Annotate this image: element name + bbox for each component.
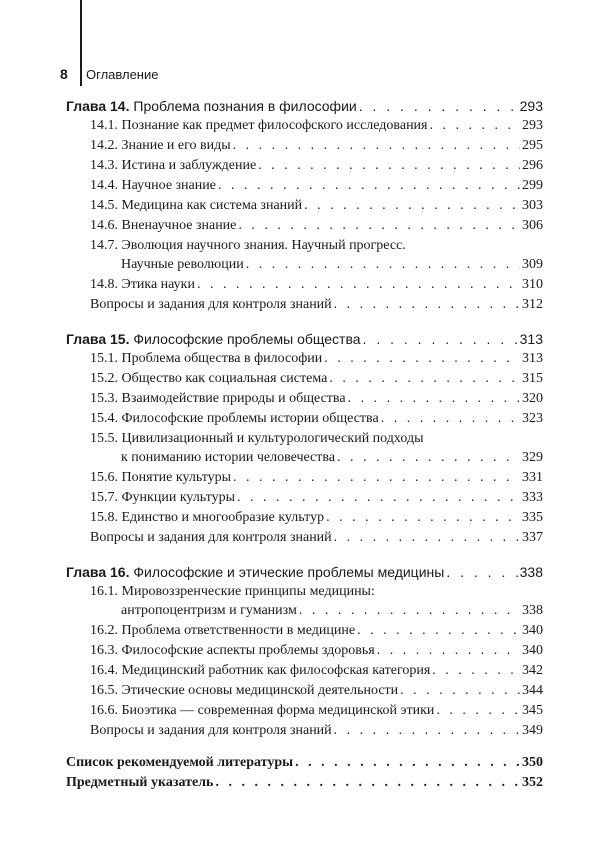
section-title: Понятие культуры bbox=[121, 470, 232, 485]
page-ref: 312 bbox=[522, 297, 543, 312]
questions-title: Вопросы и задания для контроля знаний bbox=[90, 723, 332, 738]
section-number: 14.8. bbox=[90, 277, 118, 292]
section-number: 15.5. bbox=[90, 431, 118, 446]
section-title: Знание и его виды bbox=[121, 138, 231, 153]
toc-section-16-2[interactable] bbox=[66, 621, 543, 641]
section-title: Взаимодействие природы и общества bbox=[121, 391, 346, 406]
section-title-cont: к пониманию истории человечества bbox=[121, 450, 336, 465]
section-number: 15.2. bbox=[90, 371, 118, 386]
leader-dots bbox=[359, 96, 518, 116]
leader-dots bbox=[233, 468, 520, 488]
section-number: 15.3. bbox=[90, 391, 118, 406]
section-number: 14.5. bbox=[90, 198, 118, 213]
toc-section-14-7[interactable] bbox=[66, 236, 543, 255]
leader-dots bbox=[334, 295, 520, 315]
leader-dots bbox=[334, 721, 520, 741]
toc-section-14-7-cont[interactable] bbox=[66, 255, 543, 275]
toc-chapter-14[interactable] bbox=[66, 96, 543, 116]
leader-dots bbox=[377, 641, 520, 661]
leader-dots bbox=[197, 275, 520, 295]
page-ref: 296 bbox=[522, 158, 543, 173]
section-title: Истина и заблуждение bbox=[121, 158, 257, 173]
page-ref: 331 bbox=[522, 470, 543, 485]
page-ref: 344 bbox=[522, 683, 543, 698]
section-number: 14.3. bbox=[90, 158, 118, 173]
running-title: Оглавление bbox=[86, 66, 159, 82]
page-ref: 338 bbox=[522, 603, 543, 618]
section-title: Познание как предмет философского исследования bbox=[121, 118, 428, 133]
page-ref: 342 bbox=[522, 663, 543, 678]
section-number: 16.3. bbox=[90, 643, 118, 658]
toc-section-16-6[interactable] bbox=[66, 701, 543, 721]
leader-dots bbox=[446, 562, 517, 582]
section-number: 15.6. bbox=[90, 470, 118, 485]
page-ref: 349 bbox=[522, 723, 543, 738]
leader-dots bbox=[363, 329, 518, 349]
chapter-label: Глава 16. bbox=[66, 564, 130, 580]
page-ref: 350 bbox=[522, 755, 543, 770]
section-title: Эволюция научного знания. Научный прогресс. bbox=[121, 238, 406, 253]
leader-dots bbox=[299, 601, 520, 621]
toc-section-14-4[interactable] bbox=[66, 176, 543, 196]
toc-section-16-4[interactable] bbox=[66, 661, 543, 681]
page-ref: 293 bbox=[519, 98, 543, 114]
page-ref: 313 bbox=[522, 351, 543, 366]
section-title: Проблема ответственности в медицине bbox=[121, 623, 356, 638]
page-ref: 295 bbox=[522, 138, 543, 153]
leader-dots bbox=[326, 508, 520, 528]
toc-section-14-5[interactable] bbox=[66, 196, 543, 216]
leader-dots bbox=[215, 773, 520, 793]
toc-section-15-5[interactable] bbox=[66, 429, 543, 448]
running-header bbox=[60, 64, 158, 84]
section-title-cont: антропоцентризм и гуманизм bbox=[121, 603, 297, 618]
section-title: Этические основы медицинской деятельности bbox=[121, 683, 399, 698]
toc-section-15-4[interactable] bbox=[66, 409, 543, 429]
questions-title: Вопросы и задания для контроля знаний bbox=[90, 297, 332, 312]
chapter-title: Проблема познания в философии bbox=[133, 98, 357, 114]
leader-dots bbox=[348, 389, 520, 409]
page-ref: 309 bbox=[522, 257, 543, 272]
toc-section-14-2[interactable] bbox=[66, 136, 543, 156]
leader-dots bbox=[400, 681, 520, 701]
page-ref: 320 bbox=[522, 391, 543, 406]
page-ref: 315 bbox=[522, 371, 543, 386]
section-title: Единство и многообразие культур bbox=[121, 510, 325, 525]
chapter-label: Глава 14. bbox=[66, 98, 130, 114]
section-number: 14.4. bbox=[90, 178, 118, 193]
section-title: Мировоззренческие принципы медицины: bbox=[121, 584, 375, 599]
toc-questions-16[interactable] bbox=[66, 721, 543, 741]
section-number: 14.2. bbox=[90, 138, 118, 153]
toc-section-14-8[interactable] bbox=[66, 275, 543, 295]
page-ref: 323 bbox=[522, 411, 543, 426]
leader-dots bbox=[357, 621, 520, 641]
page-ref: 338 bbox=[519, 564, 543, 580]
chapter-title: Философские проблемы общества bbox=[133, 331, 361, 347]
section-number: 16.1. bbox=[90, 584, 118, 599]
toc-section-15-6[interactable] bbox=[66, 468, 543, 488]
leader-dots bbox=[304, 196, 520, 216]
toc-section-14-1[interactable] bbox=[66, 116, 543, 136]
toc-questions-14[interactable] bbox=[66, 295, 543, 315]
leader-dots bbox=[233, 136, 520, 156]
section-title: Медицина как система знаний bbox=[121, 198, 303, 213]
leader-dots bbox=[246, 255, 520, 275]
toc-index[interactable] bbox=[66, 773, 543, 793]
toc-chapter-16[interactable] bbox=[66, 562, 543, 582]
page-number: 8 bbox=[60, 66, 68, 82]
section-title: Цивилизационный и культурологический подходы bbox=[121, 431, 424, 446]
toc-section-15-1[interactable] bbox=[66, 349, 543, 369]
section-number: 16.4. bbox=[90, 663, 118, 678]
leader-dots bbox=[218, 176, 520, 196]
leader-dots bbox=[432, 661, 520, 681]
leader-dots bbox=[295, 753, 520, 773]
leader-dots bbox=[237, 488, 520, 508]
page-ref: 333 bbox=[522, 490, 543, 505]
leader-dots bbox=[324, 349, 520, 369]
leader-dots bbox=[430, 116, 521, 136]
section-title: Проблема общества в философии bbox=[121, 351, 323, 366]
page-ref: 293 bbox=[522, 118, 543, 133]
section-number: 15.1. bbox=[90, 351, 118, 366]
toc-bibliography[interactable] bbox=[66, 753, 543, 773]
section-number: 14.6. bbox=[90, 218, 118, 233]
leader-dots bbox=[436, 701, 520, 721]
toc-section-14-3[interactable] bbox=[66, 156, 543, 176]
toc-chapter-15[interactable] bbox=[66, 329, 543, 349]
leader-dots bbox=[334, 528, 520, 548]
spacer bbox=[66, 741, 543, 753]
toc-section-16-5[interactable] bbox=[66, 681, 543, 701]
page-ref: 337 bbox=[522, 530, 543, 545]
section-number: 16.5. bbox=[90, 683, 118, 698]
toc-section-16-3[interactable] bbox=[66, 641, 543, 661]
page-ref: 299 bbox=[522, 178, 543, 193]
bibliography-title: Список рекомендуемой литературы bbox=[66, 755, 294, 770]
index-title: Предметный указатель bbox=[66, 775, 214, 790]
page-ref: 313 bbox=[519, 331, 543, 347]
section-title: Функции культуры bbox=[121, 490, 235, 505]
section-number: 15.4. bbox=[90, 411, 118, 426]
section-number: 15.8. bbox=[90, 510, 118, 525]
section-number: 14.7. bbox=[90, 238, 118, 253]
section-title: Философские аспекты проблемы здоровья bbox=[121, 643, 375, 658]
spacer bbox=[66, 315, 543, 329]
chapter-label: Глава 15. bbox=[66, 331, 130, 347]
section-title: Научное знание bbox=[121, 178, 216, 193]
page-ref: 340 bbox=[522, 623, 543, 638]
section-title: Этика науки bbox=[121, 277, 195, 292]
toc-questions-15[interactable] bbox=[66, 528, 543, 548]
toc-section-15-8[interactable] bbox=[66, 508, 543, 528]
page-ref: 345 bbox=[522, 703, 543, 718]
page-ref: 329 bbox=[522, 450, 543, 465]
leader-dots bbox=[258, 156, 520, 176]
leader-dots bbox=[337, 448, 520, 468]
toc-section-16-1-cont[interactable] bbox=[66, 601, 543, 621]
section-title-cont: Научные революции bbox=[121, 257, 244, 272]
page-ref: 303 bbox=[522, 198, 543, 213]
section-title: Общество как социальная система bbox=[121, 371, 328, 386]
section-number: 14.1. bbox=[90, 118, 118, 133]
toc-section-15-2[interactable] bbox=[66, 369, 543, 389]
page-ref: 306 bbox=[522, 218, 543, 233]
section-title: Вненаучное знание bbox=[121, 218, 237, 233]
table-of-contents bbox=[66, 96, 543, 793]
toc-section-15-3[interactable] bbox=[66, 389, 543, 409]
section-title: Медицинский работник как философская категория bbox=[121, 663, 431, 678]
toc-section-16-1[interactable] bbox=[66, 582, 543, 601]
section-title: Биоэтика — современная форма медицинской этики bbox=[121, 703, 435, 718]
toc-section-15-5-cont[interactable] bbox=[66, 448, 543, 468]
leader-dots bbox=[381, 409, 520, 429]
page-ref: 352 bbox=[522, 775, 543, 790]
spacer bbox=[66, 548, 543, 562]
questions-title: Вопросы и задания для контроля знаний bbox=[90, 530, 332, 545]
leader-dots bbox=[238, 216, 520, 236]
page-ref: 310 bbox=[522, 277, 543, 292]
page-ref: 335 bbox=[522, 510, 543, 525]
chapter-title: Философские и этические проблемы медицины bbox=[133, 564, 445, 580]
section-number: 16.6. bbox=[90, 703, 118, 718]
toc-section-15-7[interactable] bbox=[66, 488, 543, 508]
leader-dots bbox=[329, 369, 520, 389]
section-number: 15.7. bbox=[90, 490, 118, 505]
page-ref: 340 bbox=[522, 643, 543, 658]
toc-section-14-6[interactable] bbox=[66, 216, 543, 236]
section-number: 16.2. bbox=[90, 623, 118, 638]
section-title: Философские проблемы истории общества bbox=[121, 411, 379, 426]
